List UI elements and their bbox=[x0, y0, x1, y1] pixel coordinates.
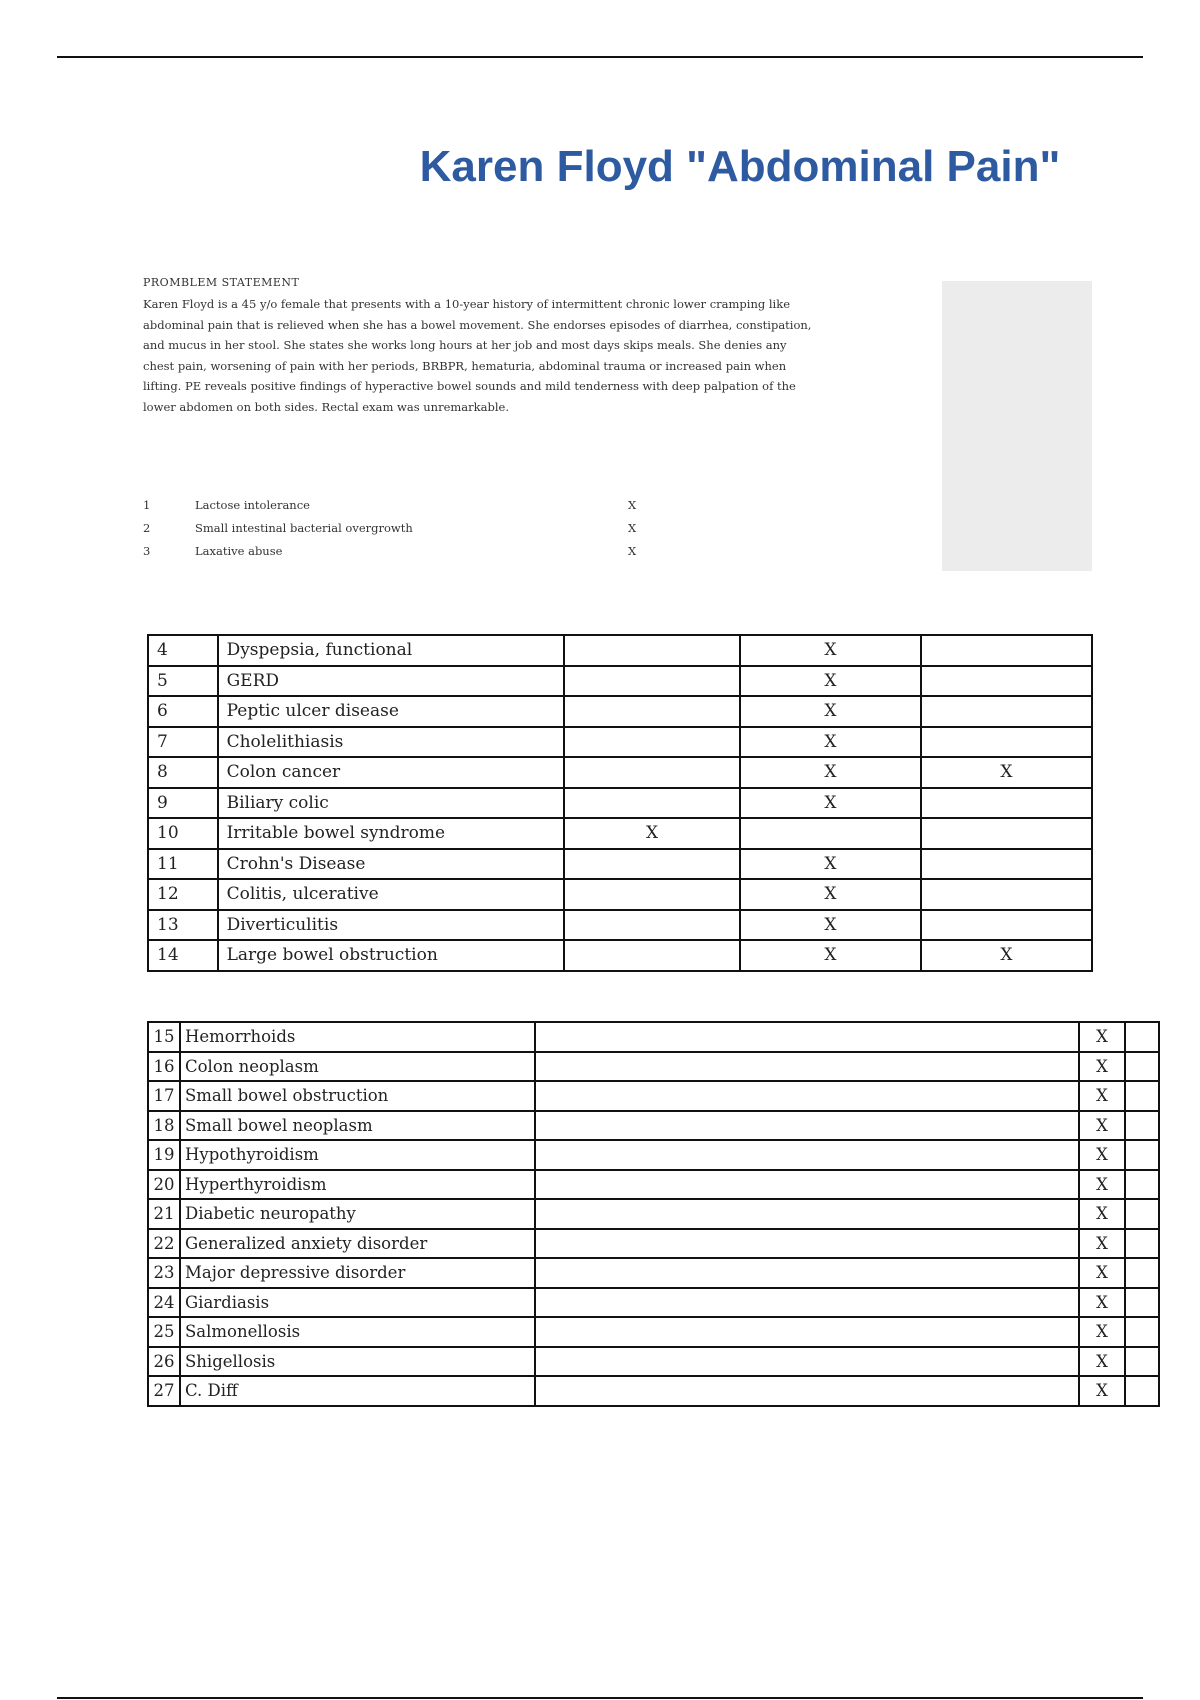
row-mark-col2: X bbox=[740, 849, 921, 880]
row-mark-col1: X bbox=[564, 818, 740, 849]
row-blank-cell bbox=[535, 1111, 1079, 1141]
row-number: 7 bbox=[148, 727, 218, 758]
row-blank-cell bbox=[535, 1022, 1079, 1052]
row-mark-col1 bbox=[564, 940, 740, 971]
table-row bbox=[148, 666, 1092, 697]
row-blank-cell bbox=[535, 1052, 1079, 1082]
table-row bbox=[148, 1229, 1159, 1259]
item-diagnosis: Small intestinal bacterial overgrowth bbox=[195, 521, 413, 535]
item-number: 2 bbox=[143, 521, 151, 535]
table-row bbox=[148, 1199, 1159, 1229]
row-mark-col3 bbox=[921, 727, 1092, 758]
row-empty-cell bbox=[1125, 1376, 1159, 1406]
row-number: 12 bbox=[148, 879, 218, 910]
row-mark-col2 bbox=[740, 818, 921, 849]
row-mark: X bbox=[1079, 1111, 1125, 1141]
row-mark-col1 bbox=[564, 849, 740, 880]
problem-statement-text: Karen Floyd is a 45 y/o female that presents with a 10-year history of intermittent chronic lower cramping like abdominal pain that is relieved when she has a bowel movement. She endorses episodes of diarrhea, constipation, and mucus in her stool. She states she works long hours at her job and most days skips meals. She denies any chest pain, worsening of pain with her periods, BRBPR, hematuria, abdominal trauma or increased pain when lifting. PE reveals positive findings of hyperactive bowel sounds and mild tenderness with deep palpation of the lower abdomen on both sides. Rectal exam was unremarkable. bbox=[143, 297, 812, 414]
side-panel bbox=[942, 281, 1092, 571]
top-rule bbox=[57, 56, 1143, 58]
row-empty-cell bbox=[1125, 1081, 1159, 1111]
row-diagnosis: GERD bbox=[218, 666, 564, 697]
row-diagnosis: Hyperthyroidism bbox=[180, 1170, 535, 1200]
item-mark: X bbox=[628, 498, 637, 512]
table-row bbox=[148, 1111, 1159, 1141]
row-mark-col1 bbox=[564, 696, 740, 727]
row-mark-col2: X bbox=[740, 757, 921, 788]
page-title: Karen Floyd "Abdominal Pain" bbox=[419, 142, 1061, 191]
row-empty-cell bbox=[1125, 1317, 1159, 1347]
row-number: 27 bbox=[148, 1376, 180, 1406]
table-row bbox=[148, 1288, 1159, 1318]
list-item bbox=[143, 544, 663, 567]
row-empty-cell bbox=[1125, 1258, 1159, 1288]
row-mark: X bbox=[1079, 1347, 1125, 1377]
row-number: 10 bbox=[148, 818, 218, 849]
table-row bbox=[148, 1258, 1159, 1288]
row-mark: X bbox=[1079, 1170, 1125, 1200]
row-diagnosis: Small bowel obstruction bbox=[180, 1081, 535, 1111]
row-diagnosis: Biliary colic bbox=[218, 788, 564, 819]
table-row bbox=[148, 1170, 1159, 1200]
row-diagnosis: C. Diff bbox=[180, 1376, 535, 1406]
item-number: 1 bbox=[143, 498, 151, 512]
differential-list-small bbox=[143, 498, 663, 567]
row-diagnosis: Colon cancer bbox=[218, 757, 564, 788]
row-diagnosis: Dyspepsia, functional bbox=[218, 635, 564, 666]
row-mark-col3: X bbox=[921, 940, 1092, 971]
row-diagnosis: Peptic ulcer disease bbox=[218, 696, 564, 727]
row-mark-col3 bbox=[921, 879, 1092, 910]
row-diagnosis: Giardiasis bbox=[180, 1288, 535, 1318]
list-item bbox=[143, 521, 663, 544]
row-number: 8 bbox=[148, 757, 218, 788]
row-mark-col1 bbox=[564, 879, 740, 910]
row-diagnosis: Diverticulitis bbox=[218, 910, 564, 941]
table-row bbox=[148, 849, 1092, 880]
row-mark-col1 bbox=[564, 910, 740, 941]
row-blank-cell bbox=[535, 1140, 1079, 1170]
row-empty-cell bbox=[1125, 1199, 1159, 1229]
row-empty-cell bbox=[1125, 1229, 1159, 1259]
row-number: 18 bbox=[148, 1111, 180, 1141]
row-number: 5 bbox=[148, 666, 218, 697]
row-number: 23 bbox=[148, 1258, 180, 1288]
table-row bbox=[148, 1140, 1159, 1170]
row-mark-col3 bbox=[921, 696, 1092, 727]
table-row bbox=[148, 1317, 1159, 1347]
row-mark: X bbox=[1079, 1199, 1125, 1229]
row-mark: X bbox=[1079, 1081, 1125, 1111]
differential-table-2 bbox=[147, 1021, 1160, 1407]
row-mark-col3 bbox=[921, 788, 1092, 819]
row-diagnosis: Cholelithiasis bbox=[218, 727, 564, 758]
row-mark-col1 bbox=[564, 757, 740, 788]
item-mark: X bbox=[628, 544, 637, 558]
row-number: 25 bbox=[148, 1317, 180, 1347]
row-number: 20 bbox=[148, 1170, 180, 1200]
row-blank-cell bbox=[535, 1347, 1079, 1377]
row-mark: X bbox=[1079, 1229, 1125, 1259]
table-row bbox=[148, 940, 1092, 971]
row-diagnosis: Small bowel neoplasm bbox=[180, 1111, 535, 1141]
row-mark-col3 bbox=[921, 910, 1092, 941]
row-mark-col2: X bbox=[740, 879, 921, 910]
table-row bbox=[148, 727, 1092, 758]
row-number: 6 bbox=[148, 696, 218, 727]
row-number: 15 bbox=[148, 1022, 180, 1052]
row-diagnosis: Colon neoplasm bbox=[180, 1052, 535, 1082]
table-row bbox=[148, 818, 1092, 849]
row-diagnosis: Diabetic neuropathy bbox=[180, 1199, 535, 1229]
row-mark: X bbox=[1079, 1376, 1125, 1406]
table-row bbox=[148, 788, 1092, 819]
row-mark: X bbox=[1079, 1052, 1125, 1082]
row-empty-cell bbox=[1125, 1052, 1159, 1082]
row-blank-cell bbox=[535, 1229, 1079, 1259]
item-mark: X bbox=[628, 521, 637, 535]
row-blank-cell bbox=[535, 1376, 1079, 1406]
row-number: 22 bbox=[148, 1229, 180, 1259]
table-row bbox=[148, 1081, 1159, 1111]
item-diagnosis: Lactose intolerance bbox=[195, 498, 310, 512]
item-number: 3 bbox=[143, 544, 151, 558]
table-row bbox=[148, 910, 1092, 941]
row-mark-col1 bbox=[564, 727, 740, 758]
row-number: 19 bbox=[148, 1140, 180, 1170]
row-number: 21 bbox=[148, 1199, 180, 1229]
row-number: 13 bbox=[148, 910, 218, 941]
row-empty-cell bbox=[1125, 1170, 1159, 1200]
row-mark: X bbox=[1079, 1140, 1125, 1170]
row-empty-cell bbox=[1125, 1140, 1159, 1170]
row-mark: X bbox=[1079, 1288, 1125, 1318]
row-number: 9 bbox=[148, 788, 218, 819]
row-mark-col2: X bbox=[740, 666, 921, 697]
row-mark-col3 bbox=[921, 849, 1092, 880]
list-item bbox=[143, 498, 663, 521]
row-diagnosis: Generalized anxiety disorder bbox=[180, 1229, 535, 1259]
row-diagnosis: Crohn's Disease bbox=[218, 849, 564, 880]
table-row bbox=[148, 1347, 1159, 1377]
row-blank-cell bbox=[535, 1288, 1079, 1318]
row-mark-col2: X bbox=[740, 696, 921, 727]
row-number: 26 bbox=[148, 1347, 180, 1377]
row-blank-cell bbox=[535, 1170, 1079, 1200]
table-row bbox=[148, 635, 1092, 666]
row-mark-col2: X bbox=[740, 635, 921, 666]
table-row bbox=[148, 879, 1092, 910]
row-diagnosis: Shigellosis bbox=[180, 1347, 535, 1377]
row-diagnosis: Large bowel obstruction bbox=[218, 940, 564, 971]
row-mark-col3 bbox=[921, 818, 1092, 849]
row-number: 24 bbox=[148, 1288, 180, 1318]
row-mark-col1 bbox=[564, 788, 740, 819]
row-empty-cell bbox=[1125, 1347, 1159, 1377]
row-empty-cell bbox=[1125, 1022, 1159, 1052]
table-row bbox=[148, 1022, 1159, 1052]
row-number: 14 bbox=[148, 940, 218, 971]
table-row bbox=[148, 757, 1092, 788]
row-mark-col3: X bbox=[921, 757, 1092, 788]
table-row bbox=[148, 696, 1092, 727]
row-mark-col2: X bbox=[740, 788, 921, 819]
row-diagnosis: Colitis, ulcerative bbox=[218, 879, 564, 910]
problem-statement-heading: PROMBLEM STATEMENT bbox=[143, 276, 300, 289]
row-blank-cell bbox=[535, 1317, 1079, 1347]
row-number: 17 bbox=[148, 1081, 180, 1111]
row-mark-col3 bbox=[921, 666, 1092, 697]
table-row bbox=[148, 1052, 1159, 1082]
row-mark-col2: X bbox=[740, 727, 921, 758]
row-mark: X bbox=[1079, 1317, 1125, 1347]
row-number: 4 bbox=[148, 635, 218, 666]
row-mark-col1 bbox=[564, 666, 740, 697]
row-number: 16 bbox=[148, 1052, 180, 1082]
row-mark: X bbox=[1079, 1022, 1125, 1052]
row-diagnosis: Hypothyroidism bbox=[180, 1140, 535, 1170]
row-mark-col2: X bbox=[740, 940, 921, 971]
row-mark-col2: X bbox=[740, 910, 921, 941]
bottom-rule bbox=[57, 1697, 1143, 1699]
row-blank-cell bbox=[535, 1081, 1079, 1111]
row-number: 11 bbox=[148, 849, 218, 880]
row-mark-col1 bbox=[564, 635, 740, 666]
row-diagnosis: Hemorrhoids bbox=[180, 1022, 535, 1052]
row-diagnosis: Salmonellosis bbox=[180, 1317, 535, 1347]
table-row bbox=[148, 1376, 1159, 1406]
item-diagnosis: Laxative abuse bbox=[195, 544, 283, 558]
row-diagnosis: Irritable bowel syndrome bbox=[218, 818, 564, 849]
row-empty-cell bbox=[1125, 1111, 1159, 1141]
row-empty-cell bbox=[1125, 1288, 1159, 1318]
differential-table-1 bbox=[147, 634, 1093, 972]
row-diagnosis: Major depressive disorder bbox=[180, 1258, 535, 1288]
row-blank-cell bbox=[535, 1199, 1079, 1229]
row-mark: X bbox=[1079, 1258, 1125, 1288]
row-mark-col3 bbox=[921, 635, 1092, 666]
row-blank-cell bbox=[535, 1258, 1079, 1288]
